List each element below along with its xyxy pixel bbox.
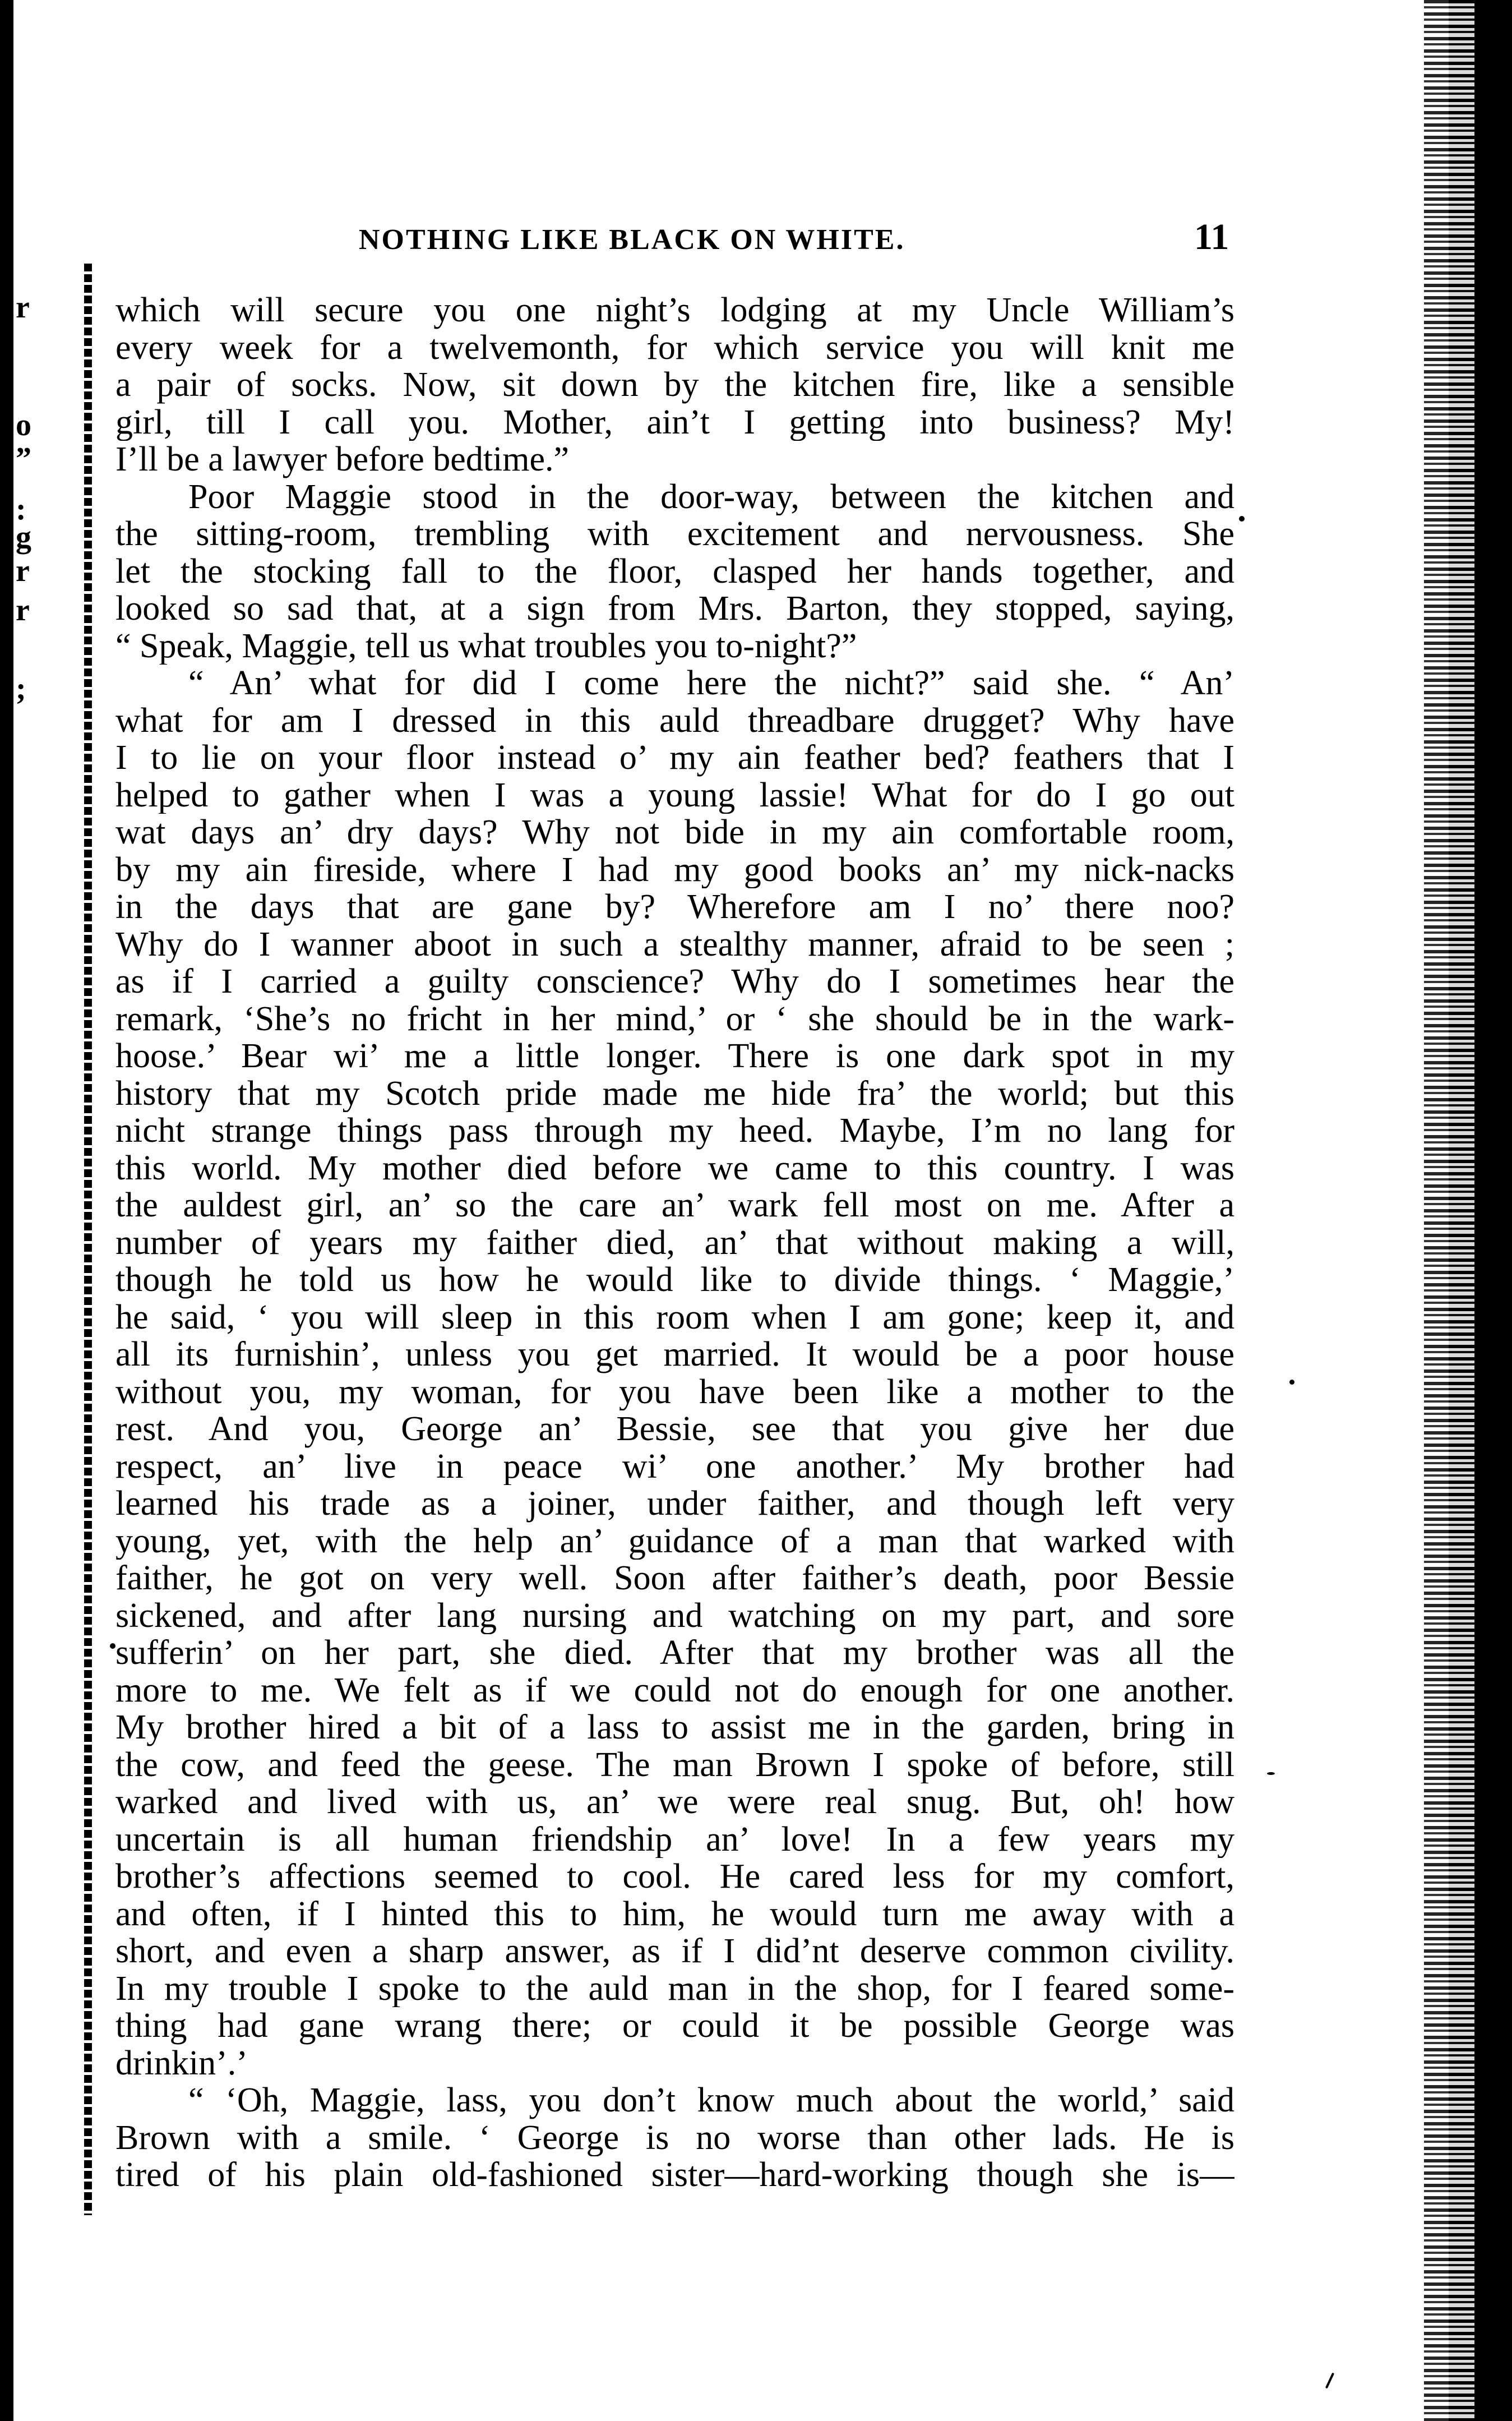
- scan-right-border: [1474, 0, 1512, 2421]
- text-line: and often, if I hinted this to him, he would turn me away with a: [115, 1895, 1234, 1933]
- ink-speck: [1289, 1380, 1294, 1385]
- text-line: uncertain is all human friendship an’ love! In a few years my: [115, 1820, 1234, 1858]
- text-line: the auldest girl, an’ so the care an’ wark fell most on me. After a: [115, 1187, 1234, 1224]
- facing-page-bleed-letter: o: [16, 408, 31, 442]
- text-line: rest. And you, George an’ Bessie, see that you give her due: [115, 1410, 1234, 1448]
- body-text: [115, 292, 1234, 2194]
- text-line: My brother hired a bit of a lass to assist me in the garden, bring in: [115, 1709, 1234, 1746]
- text-line: hoose.’ Bear wi’ me a little longer. There is one dark spot in my: [115, 1037, 1234, 1075]
- gutter-shadow: [84, 264, 92, 2215]
- facing-page-bleed-letter: ”: [16, 441, 31, 476]
- text-line: “ An’ what for did I come here the nicht?” said she. “ An’: [188, 665, 1234, 702]
- text-line: every week for a twelvemonth, for which service you will knit me: [115, 329, 1234, 366]
- text-line: sufferin’ on her part, she died. After that my brother was all the: [115, 1634, 1234, 1672]
- text-line: which will secure you one night’s lodging at my Uncle William’s: [115, 292, 1234, 329]
- text-line: more to me. We felt as if we could not do enough for one another.: [115, 1671, 1234, 1709]
- text-line: thing had gane wrang there; or could it be possible George was: [115, 2007, 1234, 2045]
- text-line: brother’s affections seemed to cool. He cared less for my comfort,: [115, 1858, 1234, 1896]
- ink-speck: [1267, 1772, 1275, 1775]
- text-line: the cow, and feed the geese. The man Brown I spoke of before, still: [115, 1746, 1234, 1783]
- facing-page-bleed-letter: r: [16, 593, 30, 628]
- text-line: all its furnishin’, unless you get married. It would be a poor house: [115, 1336, 1234, 1373]
- page-number: 11: [1194, 216, 1229, 257]
- text-line: young, yet, with the help an’ guidance of a man that warked with: [115, 1522, 1234, 1560]
- text-line: without you, my woman, for you have been like a mother to the: [115, 1373, 1234, 1410]
- text-line: he said, ‘ you will sleep in this room when I am gone; keep it, and: [115, 1298, 1234, 1336]
- ink-speck: [1239, 516, 1245, 522]
- text-line: remark, ‘She’s no fricht in her mind,’ or ‘ she should be in the wark-: [115, 1000, 1234, 1037]
- text-line: number of years my faither died, an’ that without making a will,: [115, 1224, 1234, 1261]
- text-line: wat days an’ dry days? Why not bide in my ain comfortable room,: [115, 814, 1234, 851]
- facing-page-bleed-letter: r: [16, 290, 30, 325]
- text-line: though he told us how he would like to divide things. ‘ Maggie,’: [115, 1261, 1234, 1299]
- text-line: respect, an’ live in peace wi’ one another.’ My brother had: [115, 1447, 1234, 1485]
- text-line: Poor Maggie stood in the door-way, between the kitchen and: [188, 478, 1234, 515]
- text-line: helped to gather when I was a young lassie! What for do I go out: [115, 776, 1234, 814]
- text-line: I’ll be a lawyer before bedtime.”: [115, 441, 570, 478]
- text-line: history that my Scotch pride made me hide fra’ the world; but this: [115, 1075, 1234, 1112]
- text-line: Brown with a smile. ‘ George is no worse than other lads. He is: [115, 2119, 1234, 2156]
- text-line: tired of his plain old-fashioned sister—hard-working though she is—: [115, 2156, 1234, 2194]
- text-line: the sitting-room, trembling with excitement and nervousness. She: [115, 515, 1234, 553]
- text-line: “ Speak, Maggie, tell us what troubles you to-night?”: [115, 627, 857, 665]
- text-line: looked so sad that, at a sign from Mrs. Barton, they stopped, saying,: [115, 590, 1234, 628]
- text-line: warked and lived with us, an’ we were real snug. But, oh! how: [115, 1783, 1234, 1821]
- facing-page-bleed-letter: :: [16, 492, 26, 527]
- facing-page-bleed-letter: r: [16, 554, 30, 588]
- text-line: in the days that are gane by? Wherefore am I no’ there noo?: [115, 888, 1234, 926]
- facing-page-bleed-letter: ;: [16, 671, 26, 706]
- text-line: as if I carried a guilty conscience? Why do I sometimes hear the: [115, 963, 1234, 1000]
- text-line: this world. My mother died before we came to this country. I was: [115, 1149, 1234, 1187]
- text-line: “ ‘Oh, Maggie, lass, you don’t know much about the world,’ said: [188, 2082, 1234, 2119]
- text-line: let the stocking fall to the floor, clasped her hands together, and: [115, 552, 1234, 590]
- text-line: learned his trade as a joiner, under faither, and though left very: [115, 1485, 1234, 1523]
- facing-page-bleed-letter: g: [16, 520, 31, 555]
- running-head: NOTHING LIKE BLACK ON WHITE.: [359, 224, 905, 256]
- text-line: nicht strange things pass through my heed. Maybe, I’m no lang for: [115, 1112, 1234, 1150]
- text-line: what for am I dressed in this auld threadbare drugget? Why have: [115, 702, 1234, 739]
- text-line: short, and even a sharp answer, as if I did’nt deserve common civility.: [115, 1933, 1234, 1970]
- text-line: In my trouble I spoke to the auld man in the shop, for I feared some-: [115, 1970, 1234, 2007]
- text-line: a pair of socks. Now, sit down by the kitchen fire, like a sensible: [115, 366, 1234, 404]
- text-line: girl, till I call you. Mother, ain’t I getting into business? My!: [115, 403, 1234, 441]
- text-line: faither, he got on very well. Soon after faither’s death, poor Bessie: [115, 1560, 1234, 1597]
- text-line: Why do I wanner aboot in such a stealthy manner, afraid to be seen ;: [115, 925, 1234, 963]
- text-line: by my ain fireside, where I had my good books an’ my nick-nacks: [115, 851, 1234, 888]
- text-line: drinkin’.’: [115, 2044, 248, 2082]
- text-line: I to lie on your floor instead o’ my ain feather bed? feathers that I: [115, 739, 1234, 777]
- ink-speck: [110, 1643, 115, 1649]
- text-line: sickened, and after lang nursing and watching on my part, and sore: [115, 1597, 1234, 1634]
